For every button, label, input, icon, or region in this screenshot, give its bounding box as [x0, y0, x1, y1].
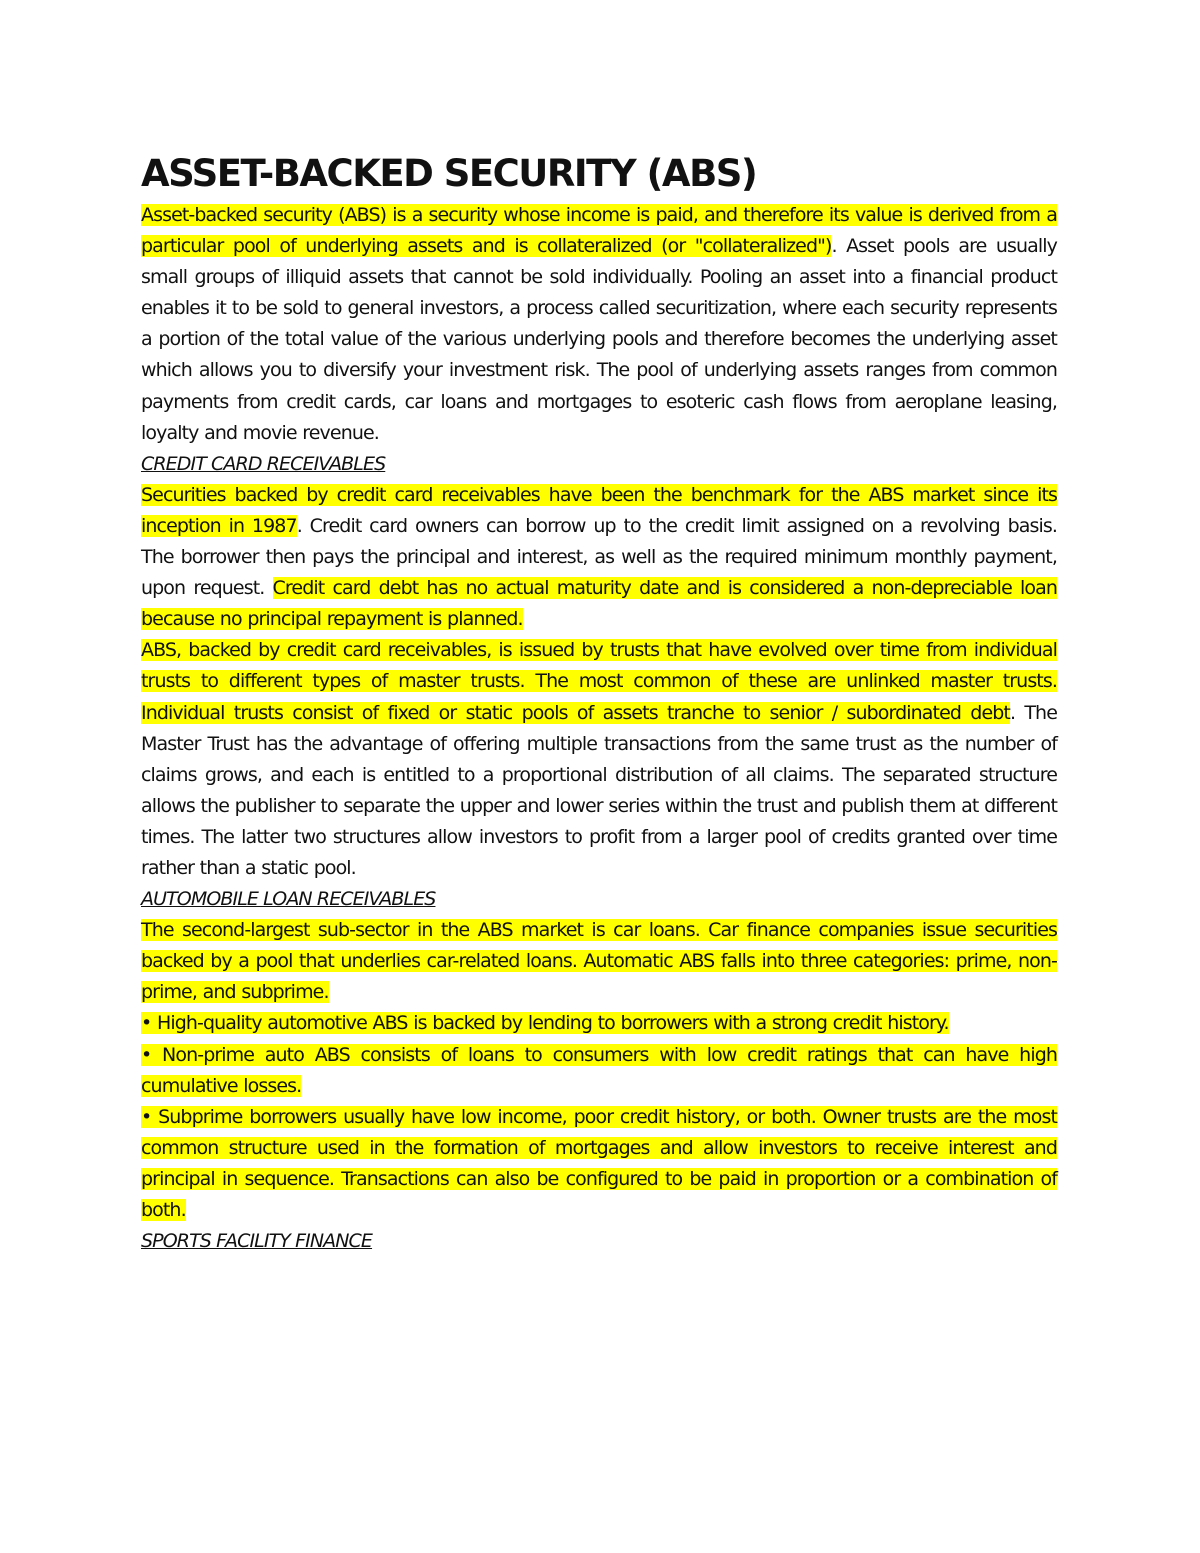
credit-card-highlight-1: Securities backed by credit card receivables have been the benchmark for the ABS market since its inception in 1987 — [141, 483, 1057, 537]
bullet-prime — [141, 1008, 1057, 1039]
bullet-non-prime-text: • Non-prime auto ABS consists of loans to consumers with low credit ratings that can have high cumulative losses. — [141, 1043, 1057, 1097]
bullet-prime-text: • High-quality automotive ABS is backed by lending to borrowers with a strong credit history. — [141, 1012, 949, 1035]
bullet-subprime-text: • Subprime borrowers usually have low income, poor credit history, or both. Owner trusts are the most common structure used in the formation of mortgages and allow investors to receive interest and principal in sequence. Transactions can also be configured to be paid in proportion or a combination of both. — [141, 1105, 1057, 1221]
intro-paragraph — [141, 200, 1057, 449]
intro-highlighted-text: Asset-backed security (ABS) is a security whose income is paid, and therefore its value is derived from a particular pool of underlying assets and is collateralized (or "collateralized") — [141, 204, 1057, 258]
intro-plain-text: . Asset pools are usually small groups of illiquid assets that cannot be sold individually. Pooling an asset into a financial product enables it to be sold to general investors, a process called securitization, where each security represents a portion of the total value of the various underlying pools and therefore becomes the underlying asset which allows you to diversify your investment risk. The pool of underlying assets ranges from common payments from credit cards, car loans and mortgages to esoteric cash flows from aeroplane leasing, loyalty and movie revenue. — [141, 235, 1057, 444]
credit-card-plain-2: . The Master Trust has the advantage of offering multiple transactions from the same trust as the number of claims grows, and each is entitled to a proportional distribution of all claims. The separated structure allows the publisher to separate the upper and lower series within the trust and publish them at different times. The latter two structures allow investors to profit from a larger pool of credits granted over time rather than a static pool. — [141, 701, 1057, 879]
auto-loan-highlight: The second-largest sub-sector in the ABS market is car loans. Car finance companies issue securities backed by a pool that underlies car-related loans. Automatic ABS falls into three categories: prime, non-prime, and subprime. — [141, 919, 1057, 1004]
section-heading-sports: SPORTS FACILITY FINANCE — [141, 1230, 373, 1253]
auto-loan-paragraph — [141, 915, 1057, 1008]
section-heading-auto-loan: AUTOMOBILE LOAN RECEIVABLES — [141, 888, 436, 911]
credit-card-paragraph-1 — [141, 480, 1057, 635]
credit-card-highlight-2: Credit card debt has no actual maturity date and is considered a non-depreciable loan because no principal repayment is planned. — [141, 577, 1057, 631]
credit-card-plain-1: . Credit card owners can borrow up to the credit limit assigned on a revolving basis. The borrower then pays the principal and interest, as well as the required minimum monthly payment, upon request. — [141, 514, 1057, 600]
document-page — [141, 148, 1057, 1257]
document-title: ASSET-BACKED SECURITY (ABS) — [141, 152, 757, 195]
credit-card-highlight-3: ABS, backed by credit card receivables, is issued by trusts that have evolved over time from individual trusts to different types of master trusts. The most common of these are unlinked master trusts. Individual trusts consist of fixed or static pools of assets tranche to senior / subordinated debt — [141, 639, 1057, 724]
credit-card-paragraph-2 — [141, 635, 1057, 884]
bullet-subprime — [141, 1102, 1057, 1226]
bullet-non-prime — [141, 1040, 1057, 1102]
section-heading-credit-card: CREDIT CARD RECEIVABLES — [141, 452, 386, 475]
